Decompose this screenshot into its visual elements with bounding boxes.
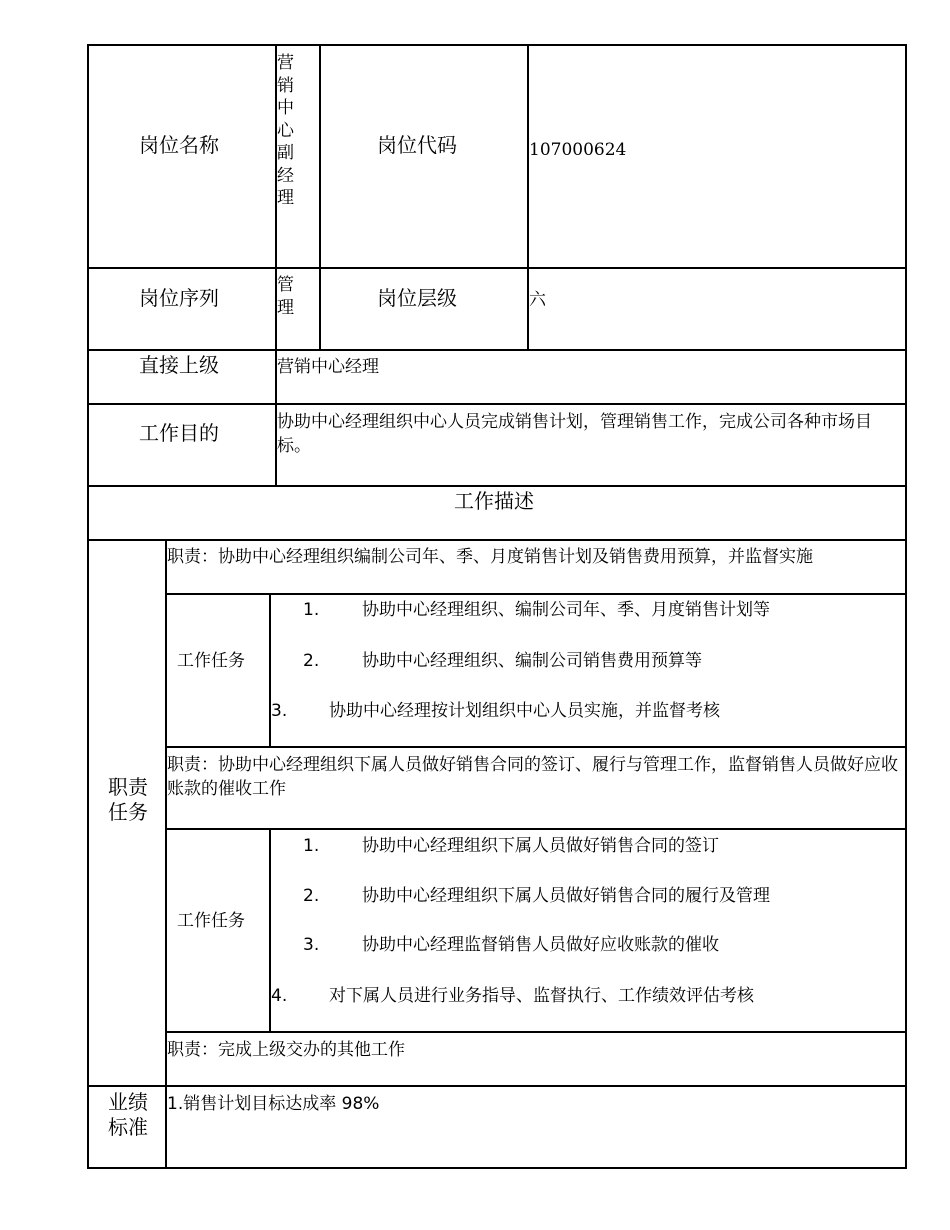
purpose-value: 协助中心经理组织中心人员完成销售计划，管理销售工作，完成公司各种市场目标。 <box>277 412 872 456</box>
row-divider <box>88 403 907 405</box>
task-number: 2. <box>303 651 320 671</box>
task-number: 1. <box>303 600 320 620</box>
col-divider <box>319 44 321 351</box>
row-divider <box>88 539 907 541</box>
supervisor-value: 营销中心经理 <box>277 357 379 377</box>
row-divider <box>166 1031 907 1033</box>
col-divider <box>269 593 271 748</box>
row-divider <box>166 746 907 748</box>
task-text: 协助中心经理组织、编制公司年、季、月度销售计划等 <box>362 600 770 620</box>
table-border-bottom <box>88 1167 907 1169</box>
row-divider <box>88 1085 907 1087</box>
duty-item: 职责：协助中心经理组织编制公司年、季、月度销售计划及销售费用预算，并监督实施 <box>167 547 813 567</box>
purpose-label: 工作目的 <box>139 421 219 445</box>
work-description-title: 工作描述 <box>454 489 534 513</box>
position-level-value: 六 <box>529 290 546 310</box>
position-code-value: 107000624 <box>529 140 627 160</box>
task-text: 协助中心经理监督销售人员做好应收账款的催收 <box>362 935 719 955</box>
task-number: 2. <box>303 886 320 906</box>
performance-label: 业绩标准 <box>108 1090 148 1139</box>
task-text: 协助中心经理组织下属人员做好销售合同的签订 <box>362 836 719 856</box>
duty-item: 职责：完成上级交办的其他工作 <box>167 1040 405 1060</box>
task-text: 协助中心经理组织、编制公司销售费用预算等 <box>362 651 702 671</box>
position-series-label: 岗位序列 <box>139 286 219 310</box>
row-divider <box>88 349 907 351</box>
duty-item: 职责：协助中心经理组织下属人员做好销售合同的签订、履行与管理工作，监督销售人员做好应收账款的催收工作 <box>167 755 898 799</box>
task-number: 3. <box>303 935 320 955</box>
supervisor-label: 直接上级 <box>139 353 219 377</box>
task-number: 1. <box>303 836 320 856</box>
position-name-label: 岗位名称 <box>139 133 219 157</box>
col-divider <box>165 539 167 1169</box>
position-name-value: 营销中心副经理 <box>277 53 294 208</box>
position-code-label: 岗位代码 <box>377 133 457 157</box>
row-divider <box>166 593 907 595</box>
position-series-value: 管理 <box>277 275 294 318</box>
table-border-top <box>88 44 907 46</box>
task-text: 协助中心经理组织下属人员做好销售合同的履行及管理 <box>362 886 770 906</box>
row-divider <box>88 267 907 269</box>
performance-item: 1.销售计划目标达成率 98% <box>167 1094 380 1114</box>
row-divider <box>88 485 907 487</box>
table-border-right <box>905 44 907 1169</box>
duties-label: 职责任务 <box>108 775 148 824</box>
table-border-left <box>87 44 89 1169</box>
task-number: 3. <box>271 701 288 721</box>
task-label: 工作任务 <box>177 911 245 931</box>
task-text: 协助中心经理按计划组织中心人员实施，并监督考核 <box>329 701 720 721</box>
task-label: 工作任务 <box>177 651 245 671</box>
position-level-label: 岗位层级 <box>377 286 457 310</box>
row-divider <box>166 828 907 830</box>
task-text: 对下属人员进行业务指导、监督执行、工作绩效评估考核 <box>329 986 754 1006</box>
task-number: 4. <box>271 986 288 1006</box>
